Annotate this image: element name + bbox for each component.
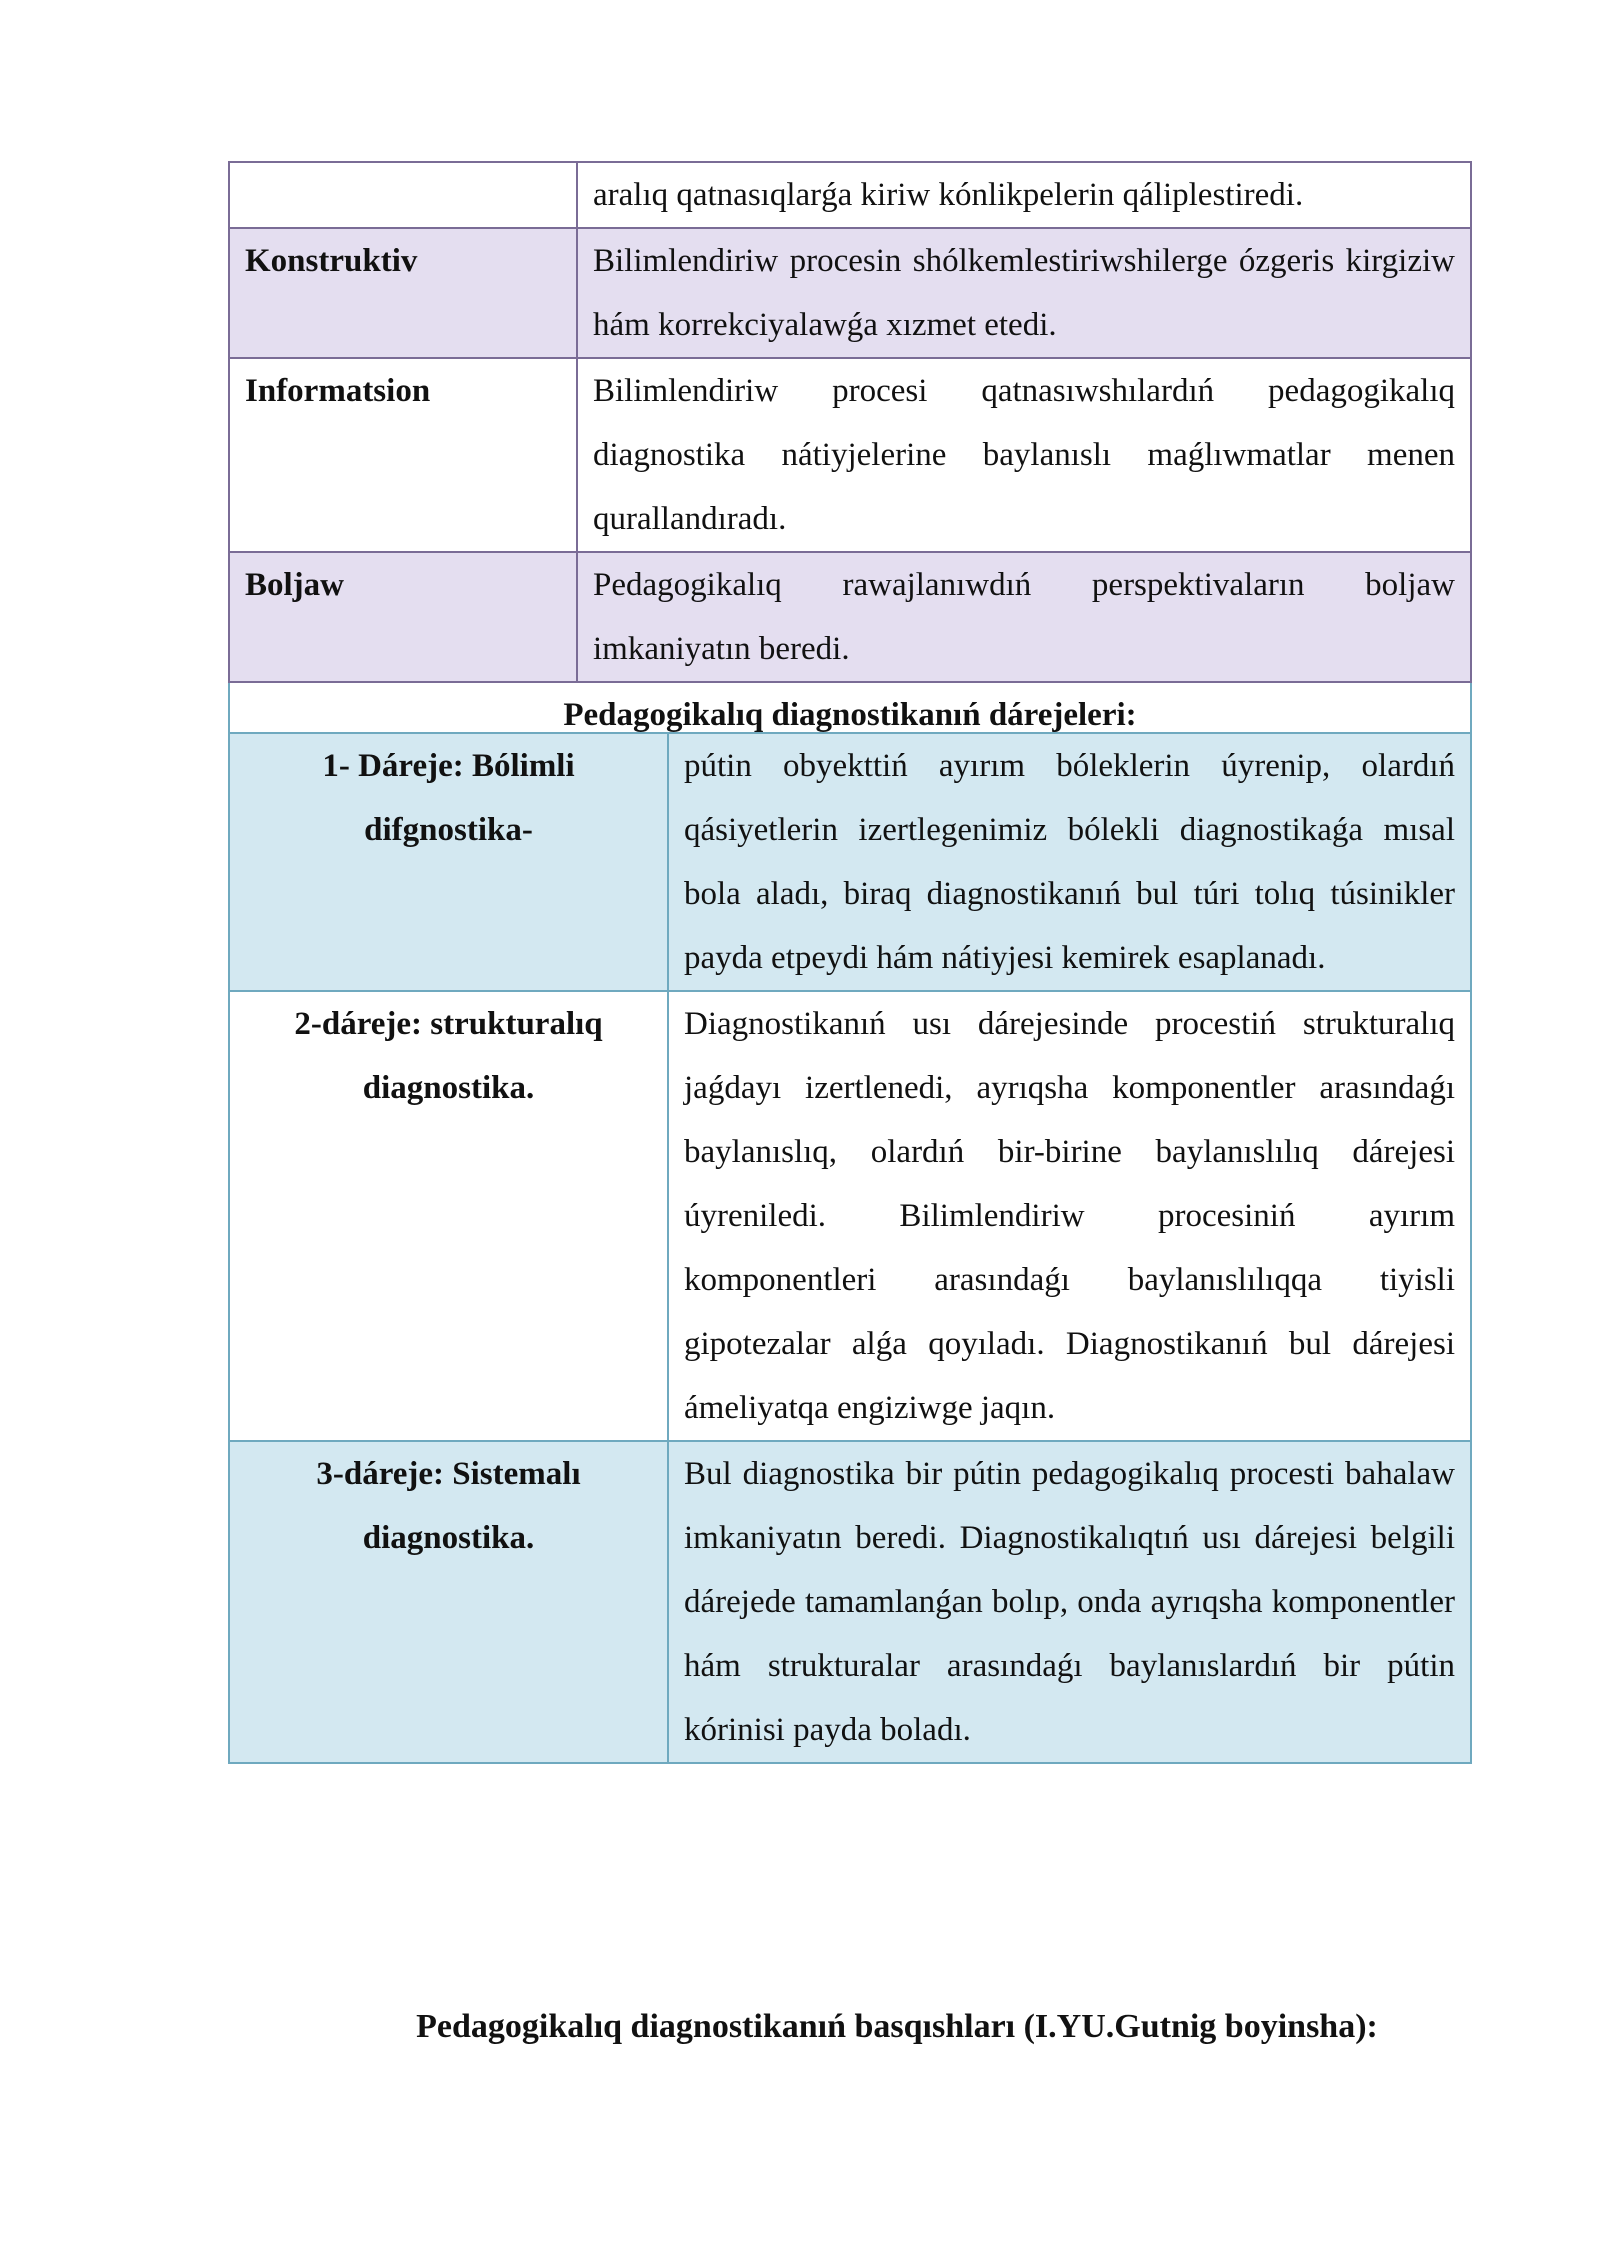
level-title-line: difgnostika- (364, 812, 533, 848)
level-title-line: 3-dáreje: Sistemalı (316, 1456, 581, 1492)
table-row (229, 358, 1471, 552)
table-row (229, 552, 1471, 682)
level-title-line: diagnostika. (362, 1520, 535, 1556)
function-description: aralıq qatnasıqlarǵa kiriw kónlikpelerin qáliplestiredi. (577, 162, 1471, 228)
level-description: Bul diagnostika bir pútin pedagogikalıq procesti bahalaw imkaniyatın beredi. Diagnostikalıqtıń usı dárejesi belgili dárejede tamamlanǵan bolıp, onda ayrıqsha komponentler hám strukturalar arasındaǵı baylanıslardıń bir pútin kórinisi payda boladı. (668, 1441, 1471, 1763)
levels-heading: Pedagogikalıq diagnostikanıń dárejeleri: (229, 682, 1471, 749)
table-row (229, 228, 1471, 358)
function-description: Pedagogikalıq rawajlanıwdıń perspektivaların boljaw imkaniyatın beredi. (577, 552, 1471, 682)
level-title (229, 991, 668, 1441)
function-name: Informatsion (229, 358, 577, 552)
level-description: Diagnostikanıń usı dárejesinde procestiń strukturalıq jaǵdayı izertlenedi, ayrıqsha komponentler arasındaǵı baylanıslıq, olardıń bir-birine baylanıslılıq dárejesi úyreniledi. Bilimlendiriw procesiniń ayırım komponentleri arasındaǵı baylanıslılıqqa tiyisli gipotezalar alǵa qoyıladı. Diagnostikanıń bul dárejesi ámeliyatqa engiziwge jaqın. (668, 991, 1471, 1441)
level-title-line: 2-dáreje: strukturalıq (294, 1006, 603, 1042)
level-title-line: diagnostika. (362, 1070, 535, 1106)
function-name: Konstruktiv (229, 228, 577, 358)
function-name (229, 162, 577, 228)
level-title-line: 1- Dáreje: Bólimli (322, 748, 575, 784)
level-title (229, 1441, 668, 1763)
table-row (229, 162, 1471, 228)
level-description: pútin obyekttiń ayırım bóleklerin úyrenip, olardıń qásiyetlerin izertlegenimiz bólekli diagnostikaǵa mısal bola aladı, biraq diagnostikanıń bul túri tolıq túsinikler payda etpeydi hám nátiyjesi kemirek esaplanadı. (668, 733, 1471, 991)
table-row (229, 1441, 1471, 1763)
function-description: Bilimlendiriw procesin shólkemlestiriwshilerge ózgeris kirgiziw hám korrekciyalawǵa xızmet etedi. (577, 228, 1471, 358)
function-name: Boljaw (229, 552, 577, 682)
table-row (229, 733, 1471, 991)
stages-heading: Pedagogikalıq diagnostikanıń basqıshları (I.YU.Gutnig boyinsha): (416, 2008, 1378, 2045)
functions-table (228, 161, 1472, 750)
table-row (229, 991, 1471, 1441)
function-description: Bilimlendiriw procesi qatnasıwshılardıń pedagogikalıq diagnostika nátiyjelerine baylanıslı maǵlıwmatlar menen qurallandıradı. (577, 358, 1471, 552)
levels-table (228, 732, 1472, 1764)
level-title (229, 733, 668, 991)
